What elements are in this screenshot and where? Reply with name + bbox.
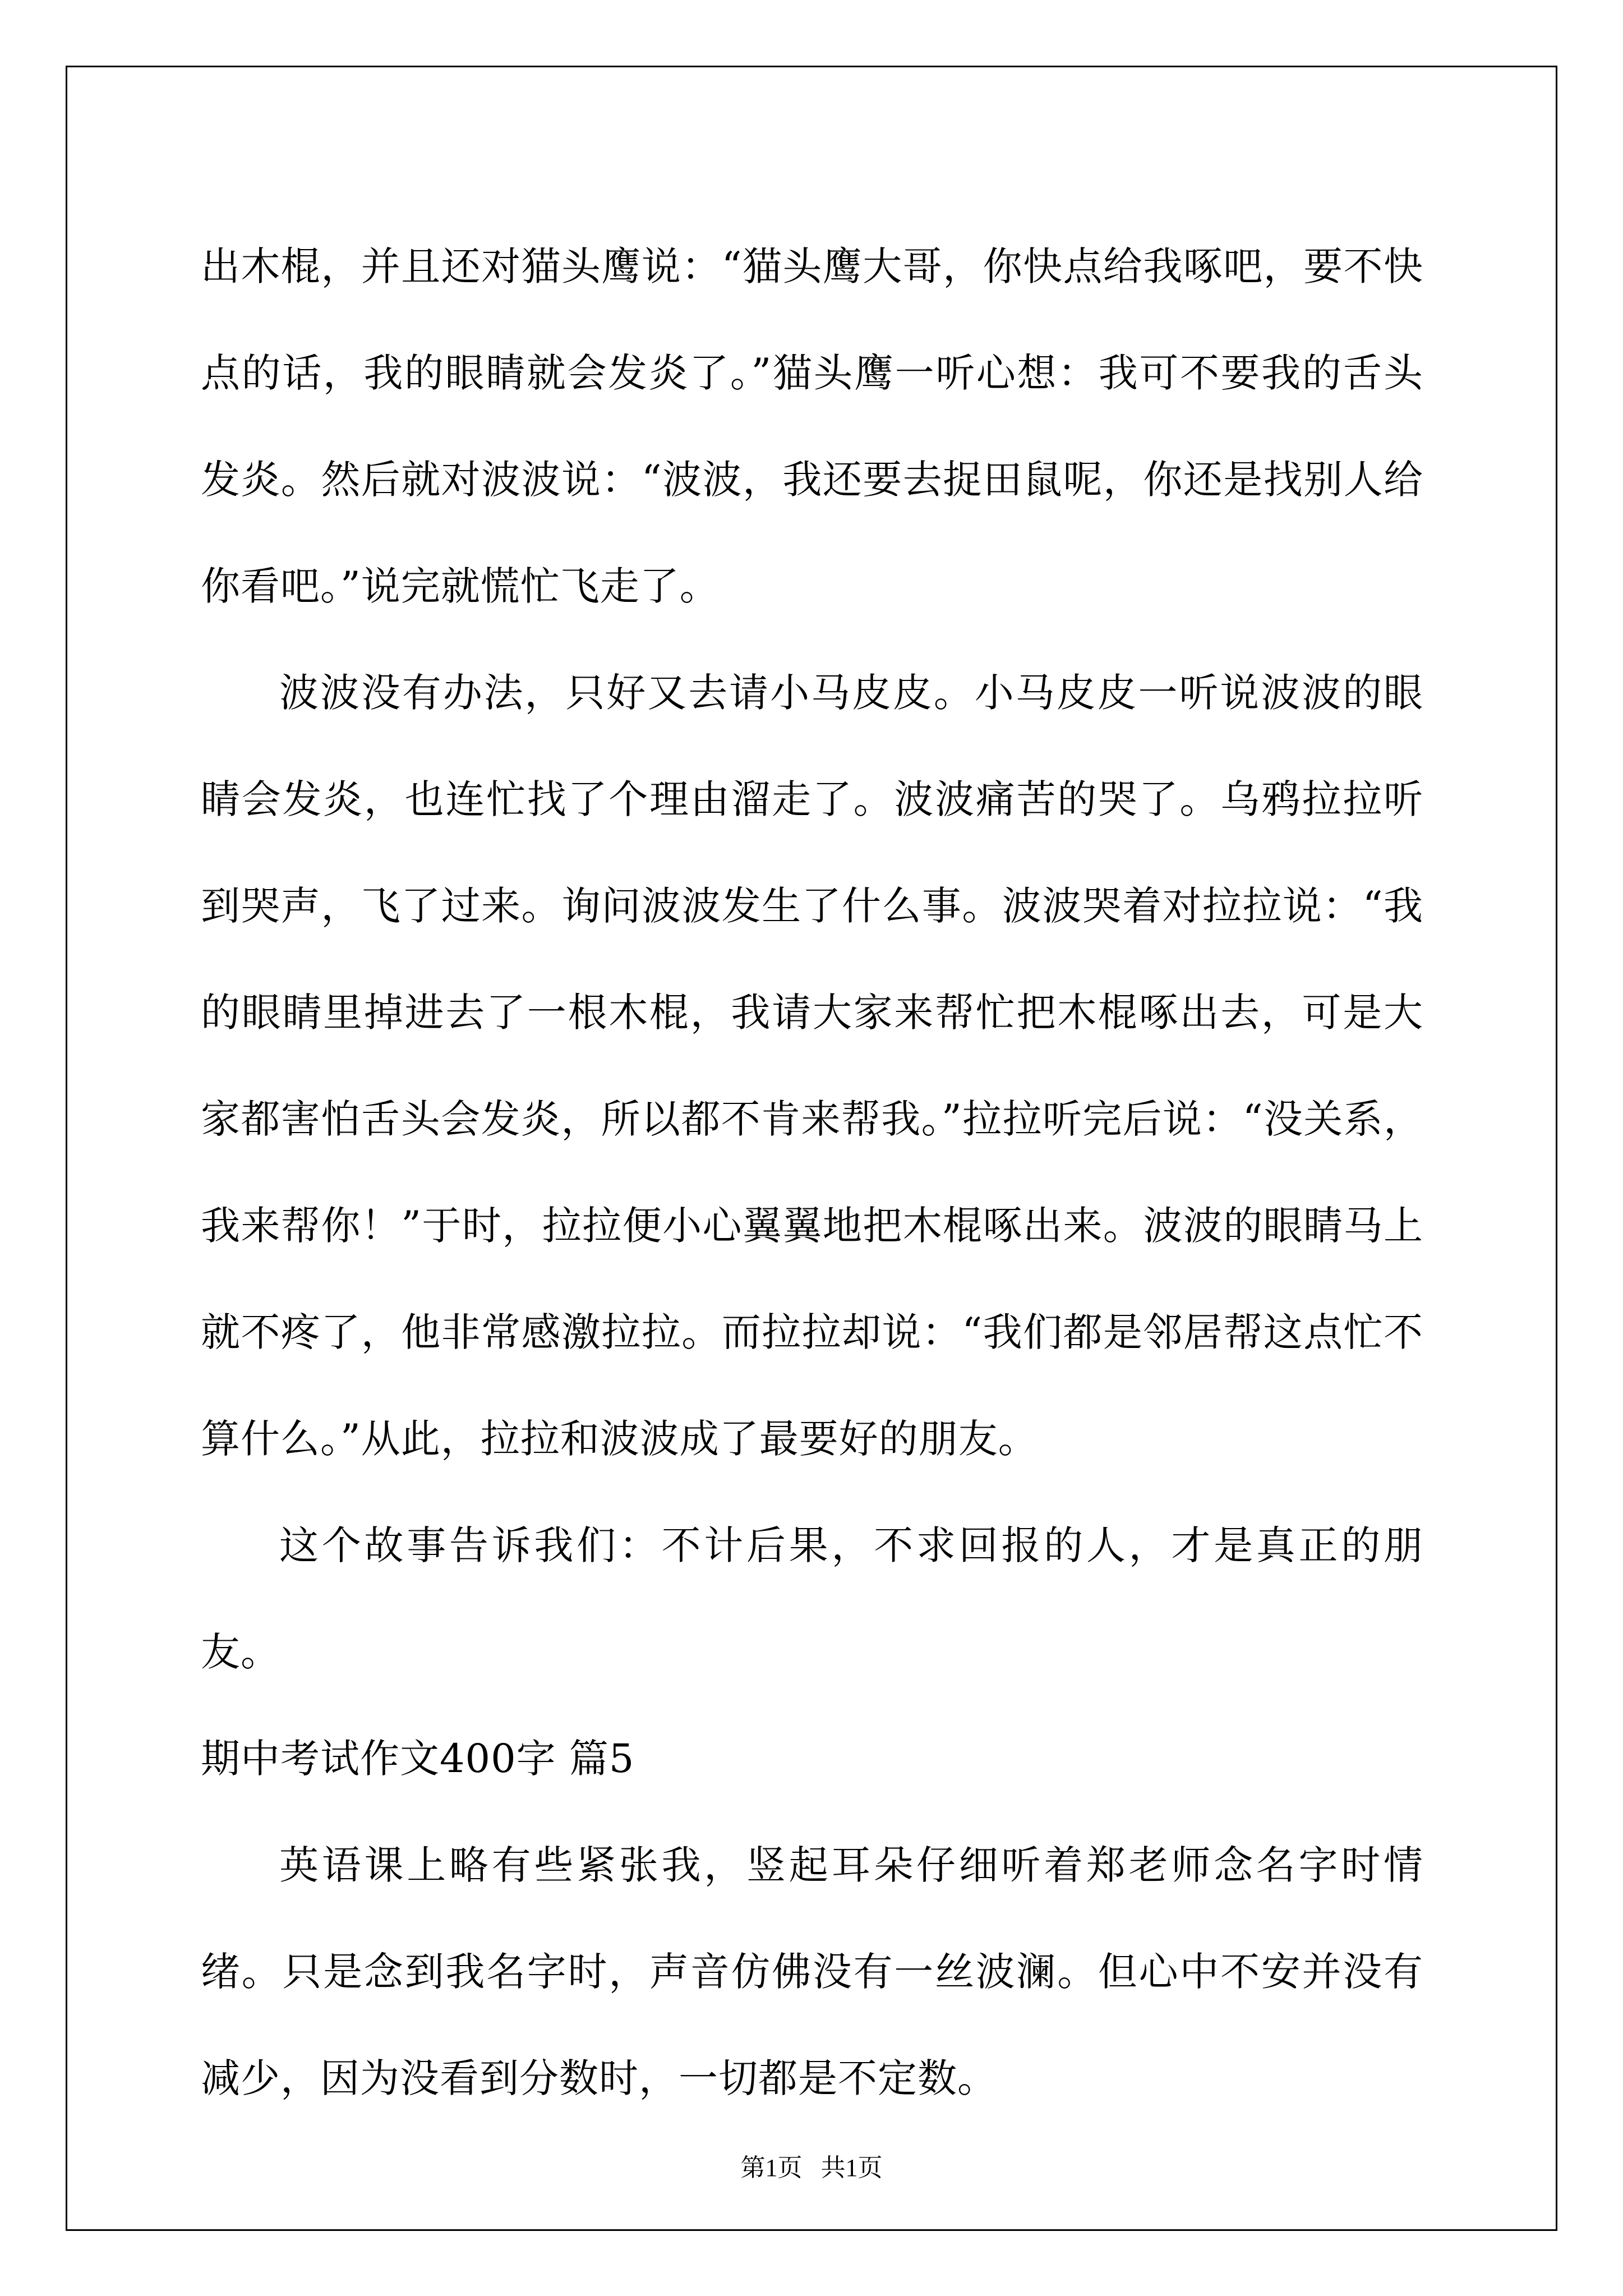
page-number: 第1页: [740, 2154, 803, 2182]
paragraph: 波波没有办法，只好又去请小马皮皮。小马皮皮一听说波波的眼睛会发炎，也连忙找了个理由溜走了。波波痛苦的哭了。乌鸦拉拉听到哭声，飞了过来。询问波波发生了什么事。波波哭着对拉拉说：“我的眼睛里掉进去了一根木棍，我请大家来帮忙把木棍啄出去，可是大家都害怕舌头会发炎，所以都不肯来帮我。”拉拉听完后说：“没关系，我来帮你！”于时，拉拉便小心翼翼地把木棍啄出来。波波的眼睛马上就不疼了，他非常感激拉拉。而拉拉却说：“我们都是邻居帮这点忙不算什么。”从此，拉拉和波波成了最要好的朋友。: [201, 670, 1423, 1462]
paragraph: 出木棍，并且还对猫头鹰说：“猫头鹰大哥，你快点给我啄吧，要不快点的话，我的眼睛就会发炎了。”猫头鹰一听心想：我可不要我的舌头发炎。然后就对波波说：“波波，我还要去捉田鼠呢，你还是找别人给你看吧。”说完就慌忙飞走了。: [201, 243, 1423, 609]
section-heading: 期中考试作文400字 篇5: [201, 1736, 635, 1782]
page-footer: [0, 2147, 1623, 2183]
paragraph: 这个故事告诉我们：不计后果，不求回报的人，才是真正的朋友。: [201, 1522, 1423, 1675]
page-total: 共1页: [820, 2154, 883, 2182]
document-body: [201, 213, 1423, 2132]
paragraph: 英语课上略有些紧张我，竖起耳朵仔细听着郑老师念名字时情绪。只是念到我名字时，声音仿佛没有一丝波澜。但心中不安并没有减少，因为没看到分数时，一切都是不定数。: [201, 1842, 1423, 2101]
